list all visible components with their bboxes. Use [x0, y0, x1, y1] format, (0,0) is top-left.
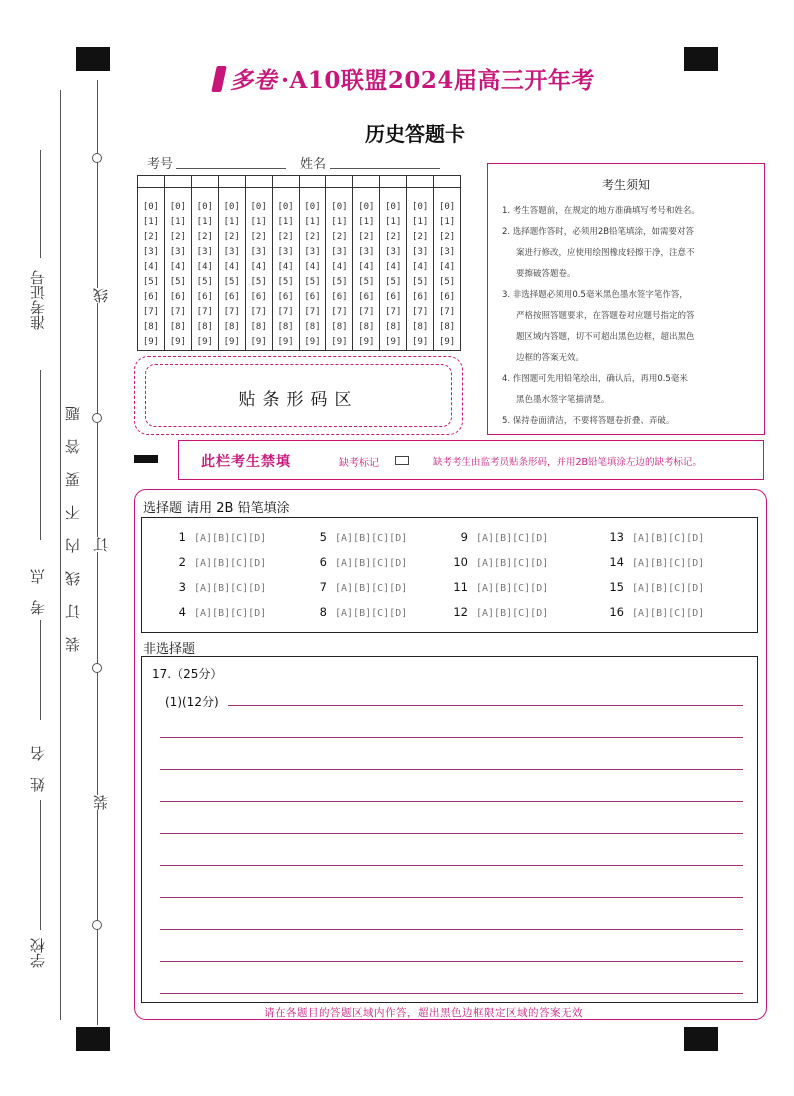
- answer-bubbles[interactable]: [A][B][C][D]: [335, 608, 408, 619]
- id-digit-bubble[interactable]: [5]: [412, 277, 429, 287]
- id-digit-bubble[interactable]: [2]: [169, 232, 187, 242]
- answer-bubbles[interactable]: [A][B][C][D]: [194, 608, 267, 619]
- id-digit-bubble[interactable]: [7]: [331, 307, 348, 317]
- id-digit-bubble[interactable]: [2]: [142, 232, 160, 242]
- choice-section-label: 选择题 请用 2B 铅笔填涂: [143, 501, 290, 516]
- id-digit-bubble[interactable]: [5]: [277, 277, 294, 287]
- id-digit-bubble[interactable]: [4]: [142, 262, 160, 272]
- question-number: 12: [453, 605, 468, 619]
- id-digit-bubble[interactable]: [4]: [385, 262, 402, 272]
- id-digit-column: [219, 176, 246, 350]
- id-digit-bubble[interactable]: [3]: [438, 247, 456, 257]
- answer-line[interactable]: [160, 769, 743, 770]
- id-digit-bubble[interactable]: [8]: [277, 322, 294, 332]
- id-digit-bubble[interactable]: [0]: [304, 202, 321, 212]
- question-number: 9: [460, 530, 468, 544]
- id-digit-bubble[interactable]: [7]: [277, 307, 294, 317]
- id-digit-bubble[interactable]: [6]: [438, 292, 456, 302]
- id-digit-bubble[interactable]: [1]: [250, 217, 267, 227]
- id-digit-write-box[interactable]: [407, 176, 433, 188]
- id-digit-bubble[interactable]: [9]: [385, 337, 402, 347]
- id-digit-write-box[interactable]: [353, 176, 379, 188]
- choice-question: [309, 530, 407, 544]
- id-digit-bubble[interactable]: [0]: [277, 202, 294, 212]
- answer-bubbles[interactable]: [A][B][C][D]: [476, 583, 549, 594]
- answer-line[interactable]: [160, 897, 743, 898]
- id-digit-bubble[interactable]: [6]: [358, 292, 375, 302]
- id-digit-bubble[interactable]: [0]: [169, 202, 187, 212]
- id-digit-bubble[interactable]: [0]: [385, 202, 402, 212]
- binding-blank: [40, 370, 41, 540]
- question-number: 4: [178, 605, 186, 619]
- id-digit-bubble[interactable]: [7]: [358, 307, 375, 317]
- id-digit-bubble[interactable]: [1]: [438, 217, 456, 227]
- choice-question: [606, 605, 704, 619]
- choice-question: [309, 580, 407, 594]
- id-digit-bubble[interactable]: [4]: [196, 262, 213, 272]
- id-digit-write-box[interactable]: [165, 176, 191, 188]
- id-digit-bubble[interactable]: [6]: [304, 292, 321, 302]
- id-digit-bubble[interactable]: [4]: [331, 262, 348, 272]
- id-digit-bubble[interactable]: [9]: [223, 337, 240, 347]
- answer-line[interactable]: [160, 737, 743, 738]
- id-digit-bubble[interactable]: [7]: [142, 307, 160, 317]
- answer-bubbles[interactable]: [A][B][C][D]: [476, 533, 549, 544]
- brand-logo-icon: [211, 66, 227, 92]
- id-digit-bubble[interactable]: [6]: [277, 292, 294, 302]
- id-digit-bubble[interactable]: [0]: [250, 202, 267, 212]
- id-digit-bubble[interactable]: [0]: [331, 202, 348, 212]
- id-digit-bubble[interactable]: [1]: [412, 217, 429, 227]
- answer-bubbles[interactable]: [A][B][C][D]: [476, 558, 549, 569]
- id-digit-bubble[interactable]: [3]: [304, 247, 321, 257]
- id-digit-bubble[interactable]: [9]: [250, 337, 267, 347]
- nonchoice-section-label: 非选择题: [143, 642, 196, 657]
- id-digit-bubble[interactable]: [2]: [196, 232, 213, 242]
- notice-line: 案进行修改，应使用绘图橡皮轻擦干净，注意不: [516, 248, 695, 258]
- id-digit-write-box[interactable]: [138, 176, 164, 188]
- binding-label-exam-id: 准考证号: [29, 270, 47, 330]
- id-digit-column: [246, 176, 273, 350]
- question-17-label: 17.（25分）: [152, 667, 223, 681]
- answer-bubbles[interactable]: [A][B][C][D]: [194, 558, 267, 569]
- question-number: 13: [609, 530, 624, 544]
- notice-line: 边框的答案无效。: [516, 353, 585, 363]
- binding-hole: [92, 920, 102, 930]
- id-digit-bubble[interactable]: [3]: [331, 247, 348, 257]
- id-digit-bubble[interactable]: [8]: [142, 322, 160, 332]
- id-digit-write-box[interactable]: [380, 176, 406, 188]
- id-digit-bubble[interactable]: [8]: [385, 322, 402, 332]
- id-digit-bubble[interactable]: [3]: [385, 247, 402, 257]
- choice-question: [309, 555, 407, 569]
- notice-title: 考生须知: [601, 178, 650, 192]
- id-digit-bubble[interactable]: [2]: [250, 232, 267, 242]
- proctor-only-strip: [178, 440, 764, 480]
- choice-question: [168, 580, 266, 594]
- id-digit-bubble[interactable]: [8]: [223, 322, 240, 332]
- id-digit-bubble[interactable]: [7]: [385, 307, 402, 317]
- absent-mark-checkbox[interactable]: [395, 456, 409, 465]
- id-digit-column: [380, 176, 407, 350]
- choice-question: [450, 530, 548, 544]
- id-digit-bubble[interactable]: [4]: [412, 262, 429, 272]
- question-number: 15: [609, 580, 624, 594]
- id-digit-bubble[interactable]: [8]: [358, 322, 375, 332]
- choice-question: [168, 605, 266, 619]
- notice-line: 要擦破答题卷。: [516, 269, 576, 279]
- barcode-label: 贴条形码区: [238, 390, 359, 410]
- question-number: 11: [453, 580, 468, 594]
- id-digit-bubble[interactable]: [2]: [412, 232, 429, 242]
- name-label: 姓名: [300, 157, 327, 172]
- id-digit-bubble[interactable]: [7]: [196, 307, 213, 317]
- id-digit-bubble[interactable]: [4]: [304, 262, 321, 272]
- question-number: 6: [319, 555, 327, 569]
- binding-hole: [92, 153, 102, 163]
- id-digit-write-box[interactable]: [434, 176, 460, 188]
- id-digit-bubble[interactable]: [5]: [196, 277, 213, 287]
- answer-bubbles[interactable]: [A][B][C][D]: [632, 583, 705, 594]
- footer-warning: 请在各题目的答题区域内作答，超出黑色边框限定区域的答案无效: [264, 1007, 583, 1019]
- question-number: 10: [453, 555, 468, 569]
- id-digit-bubble[interactable]: [1]: [304, 217, 321, 227]
- id-digit-bubble[interactable]: [3]: [196, 247, 213, 257]
- answer-bubbles[interactable]: [A][B][C][D]: [632, 533, 705, 544]
- id-digit-bubble[interactable]: [9]: [142, 337, 160, 347]
- barcode-zone: [134, 356, 463, 435]
- id-digit-bubble[interactable]: [1]: [358, 217, 375, 227]
- id-digit-bubble[interactable]: [8]: [438, 322, 456, 332]
- answer-bubbles[interactable]: [A][B][C][D]: [194, 533, 267, 544]
- id-digit-bubble[interactable]: [1]: [277, 217, 294, 227]
- choice-question: [309, 605, 407, 619]
- id-digit-bubble[interactable]: [3]: [223, 247, 240, 257]
- answer-card-title: 历史答题卡: [365, 122, 465, 146]
- id-digit-column: [326, 176, 353, 350]
- id-digit-bubble[interactable]: [8]: [331, 322, 348, 332]
- answer-line[interactable]: [160, 865, 743, 866]
- id-digit-bubble[interactable]: [8]: [169, 322, 187, 332]
- id-digit-bubble[interactable]: [6]: [223, 292, 240, 302]
- proctor-only-title: 此栏考生禁填: [201, 454, 291, 470]
- id-digit-bubble[interactable]: [3]: [169, 247, 187, 257]
- id-digit-bubble[interactable]: [6]: [169, 292, 187, 302]
- id-digit-column: [138, 176, 165, 350]
- id-digit-bubble[interactable]: [2]: [438, 232, 456, 242]
- corner-mark-bottom-right: [684, 1027, 718, 1051]
- binding-blank: [40, 800, 41, 930]
- id-digit-bubble[interactable]: [7]: [304, 307, 321, 317]
- id-digit-bubble[interactable]: [5]: [438, 277, 456, 287]
- question-number: 7: [319, 580, 327, 594]
- question-number: 2: [178, 555, 186, 569]
- absent-mark-label: 缺考标记: [339, 458, 379, 469]
- id-digit-bubble[interactable]: [0]: [358, 202, 375, 212]
- id-digit-bubble[interactable]: [0]: [223, 202, 240, 212]
- id-digit-bubble[interactable]: [4]: [223, 262, 240, 272]
- binding-label-school: 学校: [29, 938, 47, 968]
- binding-mark-bind: 装: [92, 795, 110, 810]
- id-digit-bubble[interactable]: [6]: [250, 292, 267, 302]
- notice-line: 1. 考生答题前，在规定的地方准确填写考号和姓名。: [502, 206, 700, 216]
- answer-bubbles[interactable]: [A][B][C][D]: [335, 533, 408, 544]
- id-digit-write-box[interactable]: [326, 176, 352, 188]
- id-digit-bubble[interactable]: [6]: [412, 292, 429, 302]
- id-digit-bubble[interactable]: [3]: [250, 247, 267, 257]
- binding-blank: [40, 150, 41, 258]
- choice-question: [168, 530, 266, 544]
- id-digit-bubble[interactable]: [7]: [250, 307, 267, 317]
- id-digit-column: [192, 176, 219, 350]
- id-digit-bubble[interactable]: [1]: [142, 217, 160, 227]
- notice-box: [487, 163, 765, 435]
- strip-marker: [134, 455, 158, 463]
- answer-bubbles[interactable]: [A][B][C][D]: [335, 558, 408, 569]
- exam-no-field[interactable]: [176, 154, 286, 169]
- notice-line: 严格按照答题要求，在答题卷对应题号指定的答: [516, 311, 695, 321]
- id-digit-bubble[interactable]: [5]: [304, 277, 321, 287]
- id-digit-bubble[interactable]: [5]: [223, 277, 240, 287]
- id-digit-bubble[interactable]: [1]: [196, 217, 213, 227]
- notice-line: 3. 非选择题必须用0.5毫米黑色墨水签字笔作答，: [502, 290, 688, 300]
- id-digit-bubble[interactable]: [6]: [331, 292, 348, 302]
- notice-line: 黑色墨水签字笔描清楚。: [516, 395, 610, 405]
- id-digit-bubble[interactable]: [7]: [412, 307, 429, 317]
- binding-line-inner: [97, 80, 98, 1025]
- choice-question: [450, 555, 548, 569]
- binding-label-venue: 考点: [29, 553, 47, 615]
- header-title: [214, 62, 595, 95]
- absent-mark-note: 缺考考生由监考员贴条形码，并用2B铅笔填涂左边的缺考标记。: [433, 457, 703, 468]
- id-digit-bubble[interactable]: [4]: [438, 262, 456, 272]
- id-digit-bubble[interactable]: [4]: [250, 262, 267, 272]
- id-digit-bubble[interactable]: [7]: [223, 307, 240, 317]
- id-digit-bubble[interactable]: [6]: [196, 292, 213, 302]
- id-digit-bubble[interactable]: [9]: [277, 337, 294, 347]
- id-digit-bubble[interactable]: [9]: [169, 337, 187, 347]
- question-number: 3: [178, 580, 186, 594]
- answer-bubbles[interactable]: [A][B][C][D]: [632, 608, 705, 619]
- binding-line-outer: [60, 90, 61, 1020]
- id-digit-bubble[interactable]: [9]: [331, 337, 348, 347]
- id-digit-bubble[interactable]: [2]: [223, 232, 240, 242]
- answer-line[interactable]: [160, 993, 743, 994]
- exam-id-grid: [137, 175, 461, 351]
- choice-question: [450, 580, 548, 594]
- id-digit-bubble[interactable]: [1]: [169, 217, 187, 227]
- binding-hole: [92, 663, 102, 673]
- id-digit-bubble[interactable]: [6]: [142, 292, 160, 302]
- id-digit-bubble[interactable]: [5]: [169, 277, 187, 287]
- id-digit-column: [165, 176, 192, 350]
- id-digit-bubble[interactable]: [9]: [304, 337, 321, 347]
- answer-bubbles[interactable]: [A][B][C][D]: [476, 608, 549, 619]
- binding-blank: [40, 620, 41, 720]
- id-digit-bubble[interactable]: [2]: [304, 232, 321, 242]
- choice-question: [606, 555, 704, 569]
- choice-question: [450, 605, 548, 619]
- id-digit-bubble[interactable]: [2]: [358, 232, 375, 242]
- binding-mark-line: 线: [92, 288, 110, 303]
- answer-line[interactable]: [160, 929, 743, 930]
- exam-title: ·A10联盟2024届高三开年考: [281, 67, 595, 94]
- id-digit-bubble[interactable]: [0]: [438, 202, 456, 212]
- id-digit-bubble[interactable]: [5]: [250, 277, 267, 287]
- id-digit-column: [407, 176, 434, 350]
- id-digit-bubble[interactable]: [5]: [142, 277, 160, 287]
- id-digit-write-box[interactable]: [273, 176, 299, 188]
- id-digit-bubble[interactable]: [8]: [196, 322, 213, 332]
- id-digit-bubble[interactable]: [7]: [169, 307, 187, 317]
- exam-no-label: 考号: [147, 157, 174, 172]
- name-field[interactable]: [330, 154, 440, 169]
- id-digit-bubble[interactable]: [0]: [412, 202, 429, 212]
- answer-line[interactable]: [160, 801, 743, 802]
- corner-mark-top-right: [684, 47, 718, 71]
- id-digit-bubble[interactable]: [4]: [169, 262, 187, 272]
- choice-question: [606, 530, 704, 544]
- nonchoice-box: [141, 656, 758, 1003]
- id-digit-bubble[interactable]: [8]: [412, 322, 429, 332]
- answer-line[interactable]: [160, 833, 743, 834]
- corner-mark-top-left: [76, 47, 110, 71]
- answer-bubbles[interactable]: [A][B][C][D]: [335, 583, 408, 594]
- id-digit-bubble[interactable]: [3]: [358, 247, 375, 257]
- id-digit-bubble[interactable]: [0]: [142, 202, 160, 212]
- id-digit-bubble[interactable]: [9]: [196, 337, 213, 347]
- answer-bubbles[interactable]: [A][B][C][D]: [194, 583, 267, 594]
- id-digit-column: [434, 176, 460, 350]
- brand-script: 多卷: [230, 67, 277, 94]
- id-digit-bubble[interactable]: [3]: [142, 247, 160, 257]
- choice-question: [168, 555, 266, 569]
- question-number: 16: [609, 605, 624, 619]
- id-digit-bubble[interactable]: [1]: [331, 217, 348, 227]
- binding-mark-order: 订: [92, 537, 110, 552]
- id-digit-bubble[interactable]: [9]: [358, 337, 375, 347]
- id-digit-write-box[interactable]: [246, 176, 272, 188]
- id-digit-column: [300, 176, 327, 350]
- corner-mark-bottom-left: [76, 1027, 110, 1051]
- id-digit-bubble[interactable]: [4]: [358, 262, 375, 272]
- choice-question: [606, 580, 704, 594]
- question-17-part1-label: (1)(12分): [165, 695, 219, 709]
- id-digit-bubble[interactable]: [2]: [277, 232, 294, 242]
- id-digit-bubble[interactable]: [8]: [250, 322, 267, 332]
- id-digit-bubble[interactable]: [9]: [438, 337, 456, 347]
- answer-line[interactable]: [228, 705, 743, 706]
- answer-bubbles[interactable]: [A][B][C][D]: [632, 558, 705, 569]
- id-digit-bubble[interactable]: [5]: [331, 277, 348, 287]
- id-digit-bubble[interactable]: [2]: [331, 232, 348, 242]
- id-digit-bubble[interactable]: [1]: [385, 217, 402, 227]
- id-digit-column: [273, 176, 300, 350]
- id-digit-column: [353, 176, 380, 350]
- question-number: 14: [609, 555, 624, 569]
- notice-line: 4. 作图题可先用铅笔绘出，确认后，再用0.5毫米: [502, 374, 688, 384]
- id-digit-write-box[interactable]: [192, 176, 218, 188]
- id-digit-bubble[interactable]: [6]: [385, 292, 402, 302]
- id-digit-bubble[interactable]: [9]: [412, 337, 429, 347]
- answer-line[interactable]: [160, 961, 743, 962]
- notice-line: 题区域内答题，切不可超出黑色边框，超出黑色: [516, 332, 695, 342]
- id-digit-bubble[interactable]: [4]: [277, 262, 294, 272]
- notice-line: 5. 保持卷面清洁，不要将答题卷折叠、弄破。: [502, 416, 675, 426]
- id-digit-bubble[interactable]: [5]: [385, 277, 402, 287]
- id-digit-bubble[interactable]: [7]: [438, 307, 456, 317]
- id-digit-write-box[interactable]: [219, 176, 245, 188]
- id-digit-bubble[interactable]: [0]: [196, 202, 213, 212]
- question-number: 1: [178, 530, 186, 544]
- binding-forbid-text: 装订线内不要答题: [64, 388, 82, 652]
- id-digit-bubble[interactable]: [3]: [277, 247, 294, 257]
- binding-label-name: 姓名: [29, 730, 47, 792]
- id-digit-bubble[interactable]: [2]: [385, 232, 402, 242]
- question-number: 5: [319, 530, 327, 544]
- notice-line: 2. 选择题作答时，必须用2B铅笔填涂，如需要对答: [502, 227, 695, 237]
- binding-hole: [92, 413, 102, 423]
- id-digit-bubble[interactable]: [8]: [304, 322, 321, 332]
- id-digit-bubble[interactable]: [5]: [358, 277, 375, 287]
- id-digit-bubble[interactable]: [3]: [412, 247, 429, 257]
- id-digit-write-box[interactable]: [300, 176, 326, 188]
- choice-box: [141, 517, 758, 633]
- id-digit-bubble[interactable]: [1]: [223, 217, 240, 227]
- question-number: 8: [319, 605, 327, 619]
